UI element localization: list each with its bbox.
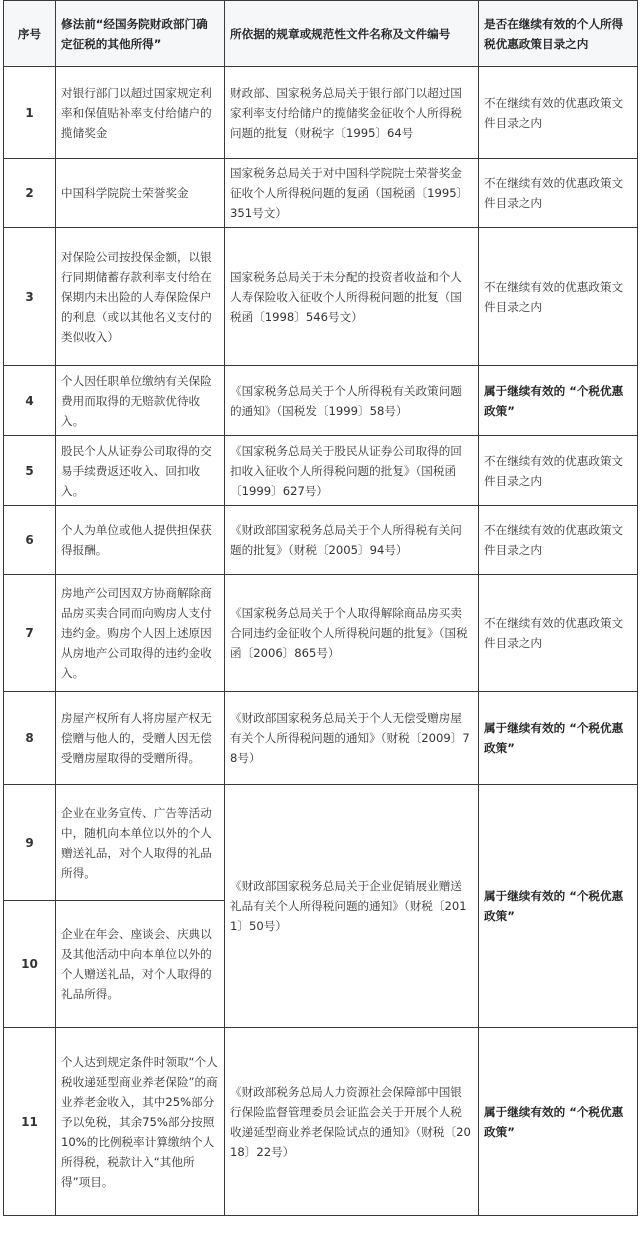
row-number: 1 bbox=[4, 67, 56, 159]
income-cell: 个人因任职单位缴纳有关保险费用而取得的无赔款优待收入。 bbox=[56, 366, 225, 436]
row-number: 9 bbox=[4, 785, 56, 901]
income-cell: 个人为单位或他人提供担保获得报酬。 bbox=[56, 506, 225, 575]
table-row bbox=[4, 159, 638, 228]
regulation-cell: 《财政部税务总局人力资源社会保障部中国银行保险监督管理委员会证监会关于开展个人税收递延型商业养老保险试点的通知》（财税〔2018〕22号） bbox=[225, 1028, 479, 1216]
header-income: 修法前“经国务院财政部门确定征税的其他所得” bbox=[56, 1, 225, 67]
table-row bbox=[4, 67, 638, 159]
table-row bbox=[4, 366, 638, 436]
regulation-cell: 《国家税务总局关于股民从证券公司取得的回扣收入征收个人所得税问题的批复》（国税函〔1999〕627号） bbox=[225, 436, 479, 506]
income-cell: 对保险公司按投保金额，以银行同期储蓄存款利率支付给在保期内未出险的人寿保险保户的利息（或以其他名义支付的类似收入） bbox=[56, 228, 225, 366]
status-cell: 不在继续有效的优惠政策文件目录之内 bbox=[479, 228, 638, 366]
row-number: 5 bbox=[4, 436, 56, 506]
status-cell: 不在继续有效的优惠政策文件目录之内 bbox=[479, 506, 638, 575]
income-cell: 企业在年会、座谈会、庆典以及其他活动中向本单位以外的个人赠送礼品，对个人取得的礼品所得。 bbox=[56, 901, 225, 1028]
status-cell: 属于继续有效的 “个税优惠政策” bbox=[479, 1028, 638, 1216]
status-cell: 不在继续有效的优惠政策文件目录之内 bbox=[479, 159, 638, 228]
table-row bbox=[4, 692, 638, 785]
header-no: 序号 bbox=[4, 1, 56, 67]
income-cell: 房屋产权所有人将房屋产权无偿赠与他人的，受赠人因无偿受赠房屋取得的受赠所得。 bbox=[56, 692, 225, 785]
header-status: 是否在继续有效的个人所得税优惠政策目录之内 bbox=[479, 1, 638, 67]
income-cell: 个人达到规定条件时领取“个人税收递延型商业养老保险”的商业养老金收入，其中25%部分予以免税，其余75%部分按照10%的比例税率计算缴纳个人所得税，税款计入“其他所得”项目。 bbox=[56, 1028, 225, 1216]
regulation-cell: 国家税务总局关于对中国科学院院士荣誉奖金征收个人所得税问题的复函（国税函〔1995〕351号文） bbox=[225, 159, 479, 228]
row-number: 3 bbox=[4, 228, 56, 366]
table-row bbox=[4, 506, 638, 575]
table-row bbox=[4, 1028, 638, 1216]
income-cell: 中国科学院院士荣誉奖金 bbox=[56, 159, 225, 228]
table-row bbox=[4, 228, 638, 366]
regulation-cell: 《财政部国家税务总局关于个人所得税有关问题的批复》（财税〔2005〕94号） bbox=[225, 506, 479, 575]
header-regulation: 所依据的规章或规范性文件名称及文件编号 bbox=[225, 1, 479, 67]
table-row bbox=[4, 436, 638, 506]
status-cell: 不在继续有效的优惠政策文件目录之内 bbox=[479, 575, 638, 692]
row-number: 4 bbox=[4, 366, 56, 436]
row-number: 10 bbox=[4, 901, 56, 1028]
status-cell: 不在继续有效的优惠政策文件目录之内 bbox=[479, 436, 638, 506]
status-cell: 属于继续有效的 “个税优惠政策” bbox=[479, 366, 638, 436]
income-cell: 对银行部门以超过国家规定利率和保值贴补率支付给储户的揽储奖金 bbox=[56, 67, 225, 159]
header-row bbox=[4, 1, 638, 67]
table-row bbox=[4, 575, 638, 692]
income-cell: 房地产公司因双方协商解除商品房买卖合同而向购房人支付违约金。购房个人因上述原因从房地产公司取得的违约金收入。 bbox=[56, 575, 225, 692]
row-number: 6 bbox=[4, 506, 56, 575]
regulation-cell: 国家税务总局关于未分配的投资者收益和个人人寿保险收入征收个人所得税问题的批复（国税函〔1998〕546号文） bbox=[225, 228, 479, 366]
income-cell: 企业在业务宣传、广告等活动中，随机向本单位以外的个人赠送礼品，对个人取得的礼品所得。 bbox=[56, 785, 225, 901]
table-row bbox=[4, 785, 638, 901]
regulation-cell: 《财政部国家税务总局关于企业促销展业赠送礼品有关个人所得税问题的通知》（财税〔2011〕50号） bbox=[225, 785, 479, 1028]
regulation-cell: 《财政部国家税务总局关于个人无偿受赠房屋有关个人所得税问题的通知》（财税〔2009〕78号） bbox=[225, 692, 479, 785]
row-number: 2 bbox=[4, 159, 56, 228]
regulation-cell: 《国家税务总局关于个人所得税有关政策问题的通知》（国税发〔1999〕58号） bbox=[225, 366, 479, 436]
policy-table bbox=[3, 0, 638, 1216]
regulation-cell: 财政部、国家税务总局关于银行部门以超过国家利率支付给储户的揽储奖金征收个人所得税问题的批复（财税字〔1995〕64号 bbox=[225, 67, 479, 159]
status-cell: 属于继续有效的 “个税优惠政策” bbox=[479, 785, 638, 1028]
income-cell: 股民个人从证券公司取得的交易手续费返还收入、回扣收入。 bbox=[56, 436, 225, 506]
status-cell: 属于继续有效的 “个税优惠政策” bbox=[479, 692, 638, 785]
row-number: 7 bbox=[4, 575, 56, 692]
status-cell: 不在继续有效的优惠政策文件目录之内 bbox=[479, 67, 638, 159]
regulation-cell: 《国家税务总局关于个人取得解除商品房买卖合同违约金征收个人所得税问题的批复》（国税函〔2006〕865号） bbox=[225, 575, 479, 692]
row-number: 8 bbox=[4, 692, 56, 785]
row-number: 11 bbox=[4, 1028, 56, 1216]
